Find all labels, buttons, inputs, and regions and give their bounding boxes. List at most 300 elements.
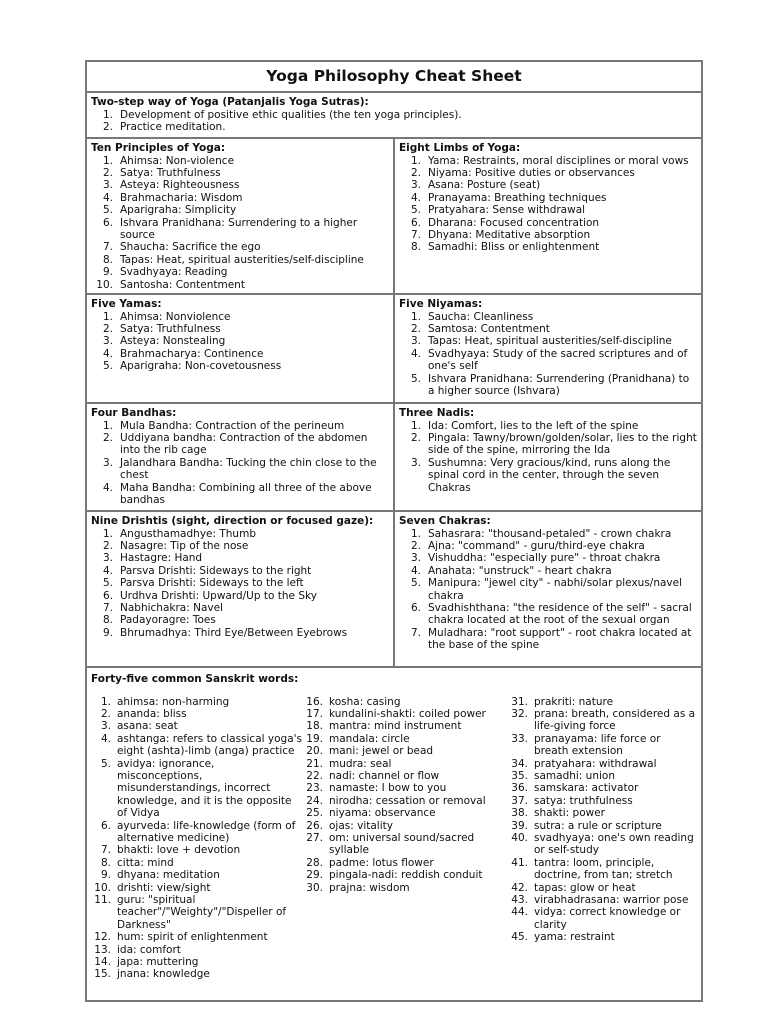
list-item-number: 5. xyxy=(102,577,113,590)
list-item xyxy=(91,457,389,482)
list-item xyxy=(91,602,389,614)
list-item xyxy=(303,782,508,794)
list-item xyxy=(91,323,389,335)
list-item-text: Tapas: Heat, spiritual austerities/self-discipline xyxy=(120,253,364,266)
list-item xyxy=(91,708,303,720)
list-item-number: 8. xyxy=(410,241,421,254)
list-item xyxy=(91,894,303,931)
list-item xyxy=(91,869,303,881)
list-item xyxy=(508,931,698,943)
list-item xyxy=(303,770,508,782)
list-item-text: Ishvara Pranidhana: Surrendering (Pranidhana) to a higher source (Ishvara) xyxy=(428,372,690,397)
list-item-number: 16. xyxy=(306,695,323,708)
list-item xyxy=(399,565,697,577)
list-item-number: 4. xyxy=(102,481,113,494)
list-item-text: Tapas: Heat, spiritual austerities/self-discipline xyxy=(428,335,672,348)
list-item-number: 3. xyxy=(102,335,113,348)
nine-drishtis-list xyxy=(91,528,389,640)
list-item-text: Hastagre: Hand xyxy=(120,552,203,565)
list-item-text: Parsva Drishti: Sideways to the right xyxy=(120,564,312,577)
list-item-text: Satya: Truthfulness xyxy=(120,322,221,335)
list-item-text: hum: spirit of enlightenment xyxy=(117,931,268,944)
list-item xyxy=(399,540,697,552)
list-item xyxy=(303,832,508,857)
list-item-text: ananda: bliss xyxy=(117,707,187,720)
list-item xyxy=(508,894,698,906)
list-item-text: Pingala: Tawny/brown/golden/solar, lies to the right side of the spine, mirroring the Ida xyxy=(428,431,697,457)
sanskrit-words-col2 xyxy=(303,696,508,895)
list-item-number: 4. xyxy=(100,732,111,745)
list-item xyxy=(91,179,389,191)
list-item-text: ida: comfort xyxy=(117,943,181,956)
list-item-number: 2. xyxy=(410,322,421,335)
list-item-number: 19. xyxy=(306,732,323,745)
list-item-number: 3. xyxy=(102,456,113,469)
list-item xyxy=(91,614,389,626)
list-item-number: 1. xyxy=(102,310,113,323)
list-item-text: yama: restraint xyxy=(534,931,615,944)
list-item-number: 1. xyxy=(102,527,113,540)
list-item-number: 5. xyxy=(100,757,111,770)
list-item-number: 11. xyxy=(94,894,111,906)
sanskrit-words-col3 xyxy=(508,696,698,944)
list-item xyxy=(91,109,697,121)
list-item-text: kundalini-shakti: coiled power xyxy=(329,707,486,720)
list-item-number: 2. xyxy=(102,120,113,133)
list-item xyxy=(91,192,389,204)
eight-limbs-list xyxy=(399,155,697,254)
list-item xyxy=(303,869,508,881)
list-item-text: Anahata: "unstruck" - heart chakra xyxy=(428,564,612,577)
list-item-text: mantra: mind instrument xyxy=(329,720,462,733)
list-item-text: Santosha: Contentment xyxy=(120,278,245,291)
list-item-text: nirodha: cessation or removal xyxy=(329,794,486,807)
list-item xyxy=(508,882,698,894)
list-item-text: Asana: Posture (seat) xyxy=(428,179,541,192)
list-item xyxy=(303,795,508,807)
list-item xyxy=(91,540,389,552)
list-item xyxy=(508,906,698,931)
list-item xyxy=(399,420,697,432)
list-item-number: 36. xyxy=(511,782,528,795)
list-item-number: 12. xyxy=(94,931,111,944)
list-item-number: 1. xyxy=(410,310,421,323)
list-item-number: 20. xyxy=(306,745,323,758)
list-item-text: bhakti: love + devotion xyxy=(117,844,241,857)
seven-chakras-heading: Seven Chakras: xyxy=(399,515,491,527)
list-item-number: 5. xyxy=(410,577,421,590)
list-item xyxy=(91,528,389,540)
list-item-text: Ishvara Pranidhana: Surrendering to a higher source xyxy=(120,216,358,241)
list-item-text: Urdhva Drishti: Upward/Up to the Sky xyxy=(120,589,317,602)
list-item xyxy=(91,758,303,820)
list-item-text: Ahimsa: Non-violence xyxy=(120,154,235,167)
list-item-number: 10. xyxy=(96,278,113,291)
list-item-text: ahimsa: non-harming xyxy=(117,695,230,708)
list-item-text: tapas: glow or heat xyxy=(534,881,636,894)
list-item-number: 45. xyxy=(511,931,528,944)
list-item-text: mudra: seal xyxy=(329,757,392,770)
list-item-number: 6. xyxy=(410,216,421,229)
list-item-number: 1. xyxy=(410,154,421,167)
list-item xyxy=(91,577,389,589)
ten-principles-list xyxy=(91,155,389,291)
list-item-text: Niyama: Positive duties or observances xyxy=(428,166,635,179)
list-item-text: Svadhyaya: Reading xyxy=(120,266,228,279)
list-item-text: prajna: wisdom xyxy=(329,881,410,894)
list-item xyxy=(91,627,389,639)
list-item xyxy=(399,577,697,602)
list-item-number: 7. xyxy=(102,601,113,614)
list-item-number: 2. xyxy=(102,322,113,335)
list-item xyxy=(91,335,389,347)
list-item-number: 3. xyxy=(410,335,421,348)
list-item-number: 13. xyxy=(94,943,111,956)
list-item xyxy=(508,770,698,782)
list-item xyxy=(303,820,508,832)
list-item xyxy=(91,733,303,758)
list-item-number: 5. xyxy=(102,204,113,217)
list-item-number: 6. xyxy=(100,819,111,832)
five-niyamas-heading: Five Niyamas: xyxy=(399,298,483,310)
two-step-list xyxy=(91,109,697,134)
list-item-number: 5. xyxy=(410,372,421,385)
list-item-text: niyama: observance xyxy=(329,807,436,820)
list-item xyxy=(303,857,508,869)
list-item xyxy=(303,882,508,894)
list-item-number: 7. xyxy=(410,626,421,639)
list-item-text: citta: mind xyxy=(117,856,174,869)
list-item xyxy=(399,627,697,652)
list-item-text: Uddiyana bandha: Contraction of the abdomen into the rib cage xyxy=(120,431,368,457)
list-item-text: Sahasrara: "thousand-petaled" - crown chakra xyxy=(428,527,672,540)
list-item-number: 4. xyxy=(410,564,421,577)
list-item-text: Samtosa: Contentment xyxy=(428,322,550,335)
list-item-number: 18. xyxy=(306,720,323,733)
list-item xyxy=(399,528,697,540)
list-item-number: 8. xyxy=(102,614,113,627)
two-step-section xyxy=(87,93,701,139)
list-item xyxy=(399,155,697,167)
list-item-number: 4. xyxy=(102,564,113,577)
list-item-text: vidya: correct knowledge or clarity xyxy=(534,906,681,931)
list-item-text: Practice meditation. xyxy=(120,120,226,133)
list-item-text: Brahmacharia: Wisdom xyxy=(120,191,243,204)
list-item-number: 33. xyxy=(511,732,528,745)
list-item-number: 6. xyxy=(102,216,113,229)
eight-limbs-heading: Eight Limbs of Yoga: xyxy=(399,142,521,154)
list-item xyxy=(91,167,389,179)
list-item-text: mandala: circle xyxy=(329,732,410,745)
list-item xyxy=(303,696,508,708)
list-item xyxy=(303,708,508,720)
four-bandhas-heading: Four Bandhas: xyxy=(91,407,177,419)
list-item xyxy=(91,241,389,253)
list-item-number: 1. xyxy=(102,108,113,121)
list-item xyxy=(399,335,697,347)
list-item-number: 15. xyxy=(94,968,111,981)
list-item-number: 31. xyxy=(511,695,528,708)
list-item-number: 35. xyxy=(511,769,528,782)
list-item xyxy=(91,482,389,507)
list-item-number: 2. xyxy=(102,166,113,179)
list-item-text: Sushumna: Very gracious/kind, runs along the spinal cord in the center, through the seven Chakras xyxy=(428,456,671,494)
list-item-text: Asteya: Nonstealing xyxy=(120,335,226,348)
list-item-number: 4. xyxy=(410,347,421,360)
list-item-text: samskara: activator xyxy=(534,782,639,795)
list-item xyxy=(91,857,303,869)
list-item-number: 27. xyxy=(306,831,323,844)
list-item-number: 3. xyxy=(100,720,111,733)
list-item-number: 26. xyxy=(306,819,323,832)
page-title: Yoga Philosophy Cheat Sheet xyxy=(87,62,701,93)
list-item-number: 3. xyxy=(410,456,421,469)
list-item-number: 9. xyxy=(100,869,111,882)
two-step-heading: Two-step way of Yoga (Patanjalis Yoga Sutras): xyxy=(91,96,369,108)
yamas-niyamas-row xyxy=(87,295,701,404)
list-item xyxy=(399,323,697,335)
list-item xyxy=(399,552,697,564)
list-item-text: Nabhichakra: Navel xyxy=(120,601,223,614)
list-item-number: 2. xyxy=(410,431,421,444)
list-item-text: Mula Bandha: Contraction of the perineum xyxy=(120,419,345,432)
list-item-text: Development of positive ethic qualities (the ten yoga principles). xyxy=(120,108,462,121)
list-item-number: 39. xyxy=(511,819,528,832)
list-item xyxy=(508,795,698,807)
list-item-number: 7. xyxy=(100,844,111,857)
list-item-number: 6. xyxy=(410,601,421,614)
list-item-text: pratyahara: withdrawal xyxy=(534,757,657,770)
list-item xyxy=(91,420,389,432)
list-item xyxy=(303,807,508,819)
list-item-text: Dhyana: Meditative absorption xyxy=(428,228,591,241)
list-item-text: Satya: Truthfulness xyxy=(120,166,221,179)
list-item-text: mani: jewel or bead xyxy=(329,745,434,758)
list-item-number: 2. xyxy=(410,539,421,552)
list-item-number: 38. xyxy=(511,807,528,820)
list-item-text: ashtanga: refers to classical yoga's eight (ashta)-limb (anga) practice xyxy=(117,732,302,758)
list-item xyxy=(91,266,389,278)
ten-principles-heading: Ten Principles of Yoga: xyxy=(91,142,226,154)
five-yamas-heading: Five Yamas: xyxy=(91,298,162,310)
list-item xyxy=(91,204,389,216)
list-item xyxy=(508,782,698,794)
principles-limbs-row xyxy=(87,139,701,295)
sanskrit-words-heading: Forty-five common Sanskrit words: xyxy=(91,673,299,685)
list-item-number: 3. xyxy=(102,552,113,565)
list-item-number: 24. xyxy=(306,794,323,807)
list-item-number: 2. xyxy=(100,707,111,720)
list-item-number: 28. xyxy=(306,856,323,869)
list-item xyxy=(508,807,698,819)
list-item-text: guru: "spiritual teacher"/"Weighty"/"Dispeller of Darkness" xyxy=(117,894,287,931)
list-item xyxy=(91,155,389,167)
nine-drishtis-heading: Nine Drishtis (sight, direction or focused gaze): xyxy=(91,515,374,527)
list-item-number: 3. xyxy=(410,179,421,192)
list-item-text: japa: muttering xyxy=(117,956,199,969)
list-item xyxy=(91,696,303,708)
list-item-text: Pratyahara: Sense withdrawal xyxy=(428,204,586,217)
list-item-number: 4. xyxy=(410,191,421,204)
list-item-text: Pranayama: Breathing techniques xyxy=(428,191,607,204)
list-item xyxy=(399,311,697,323)
sanskrit-words-section xyxy=(87,668,701,981)
list-item-text: Nasagre: Tip of the nose xyxy=(120,539,249,552)
list-item-text: virabhadrasana: warrior pose xyxy=(534,894,689,906)
list-item-text: Manipura: "jewel city" - nabhi/solar plexus/navel chakra xyxy=(428,577,683,602)
list-item-text: Brahmacharya: Continence xyxy=(120,347,264,360)
list-item-text: Samadhi: Bliss or enlightenment xyxy=(428,241,600,254)
list-item-number: 14. xyxy=(94,956,111,969)
list-item-number: 3. xyxy=(410,552,421,565)
list-item-number: 22. xyxy=(306,769,323,782)
bandhas-nadis-row xyxy=(87,404,701,512)
list-item-number: 7. xyxy=(102,241,113,254)
list-item-text: Shaucha: Sacrifice the ego xyxy=(120,241,261,254)
list-item-text: padme: lotus flower xyxy=(329,856,434,869)
list-item-text: Maha Bandha: Combining all three of the above bandhas xyxy=(120,481,372,506)
list-item-text: om: universal sound/sacred syllable xyxy=(329,831,475,857)
list-item-number: 1. xyxy=(410,527,421,540)
list-item-number: 9. xyxy=(102,266,113,279)
list-item-text: Asteya: Righteousness xyxy=(120,179,240,192)
list-item xyxy=(508,733,698,758)
list-item-number: 34. xyxy=(511,757,528,770)
list-item-number: 6. xyxy=(102,589,113,602)
list-item-text: Parsva Drishti: Sideways to the left xyxy=(120,577,304,590)
three-nadis-list xyxy=(399,420,697,494)
list-item xyxy=(91,956,303,968)
list-item-text: Ahimsa: Nonviolence xyxy=(120,310,231,323)
list-item-text: Saucha: Cleanliness xyxy=(428,310,534,323)
list-item xyxy=(399,602,697,627)
list-item xyxy=(508,708,698,733)
list-item xyxy=(399,217,697,229)
list-item-number: 1. xyxy=(410,419,421,432)
list-item-text: asana: seat xyxy=(117,720,178,733)
list-item xyxy=(91,432,389,457)
list-item xyxy=(399,167,697,179)
seven-chakras-list xyxy=(399,528,697,652)
list-item xyxy=(91,720,303,732)
list-item-number: 32. xyxy=(511,707,528,720)
list-item-number: 21. xyxy=(306,757,323,770)
list-item xyxy=(91,931,303,943)
list-item-text: ojas: vitality xyxy=(329,819,393,832)
list-item-text: Angusthamadhye: Thumb xyxy=(120,527,256,540)
list-item-text: Yama: Restraints, moral disciplines or moral vows xyxy=(428,154,689,167)
list-item-number: 2. xyxy=(102,431,113,444)
list-item-number: 25. xyxy=(306,807,323,820)
list-item-number: 5. xyxy=(410,204,421,217)
five-niyamas-list xyxy=(399,311,697,398)
list-item xyxy=(303,745,508,757)
list-item-number: 1. xyxy=(102,419,113,432)
sanskrit-words-col1 xyxy=(91,696,303,981)
list-item-text: avidya: ignorance, misconceptions, misunderstandings, incorrect knowledge, and it is the opposite of Vidya xyxy=(117,757,292,820)
list-item xyxy=(91,944,303,956)
list-item-number: 40. xyxy=(511,831,528,844)
four-bandhas-list xyxy=(91,420,389,507)
list-item-text: svadhyaya: one's own reading or self-study xyxy=(534,831,694,857)
list-item xyxy=(91,217,389,242)
list-item-number: 30. xyxy=(306,881,323,894)
list-item xyxy=(399,179,697,191)
list-item xyxy=(91,882,303,894)
list-item xyxy=(303,720,508,732)
list-item-text: Bhrumadhya: Third Eye/Between Eyebrows xyxy=(120,626,348,639)
cheat-sheet xyxy=(85,60,703,1002)
list-item xyxy=(399,192,697,204)
list-item-number: 42. xyxy=(511,881,528,894)
list-item-text: namaste: I bow to you xyxy=(329,782,447,795)
list-item-text: shakti: power xyxy=(534,807,606,820)
list-item-text: tantra: loom, principle, doctrine, from tan; stretch xyxy=(534,856,673,882)
list-item-number: 3. xyxy=(102,179,113,192)
list-item xyxy=(303,733,508,745)
list-item xyxy=(399,204,697,216)
list-item xyxy=(399,229,697,241)
list-item-number: 43. xyxy=(511,894,528,906)
list-item-number: 9. xyxy=(102,626,113,639)
list-item-text: samadhi: union xyxy=(534,769,615,782)
list-item-text: dhyana: meditation xyxy=(117,869,220,882)
list-item-text: Svadhyaya: Study of the sacred scriptures and of one's self xyxy=(428,347,688,373)
list-item-text: satya: truthfulness xyxy=(534,794,633,807)
list-item xyxy=(91,254,389,266)
list-item-number: 5. xyxy=(102,360,113,373)
list-item-text: prana: breath, considered as a life-giving force xyxy=(534,707,696,733)
list-item-number: 2. xyxy=(102,539,113,552)
list-item-text: Ajna: "command" - guru/third-eye chakra xyxy=(428,539,645,552)
list-item xyxy=(91,360,389,372)
list-item-text: Padayoragre: Toes xyxy=(120,614,216,627)
list-item xyxy=(303,758,508,770)
list-item-text: jnana: knowledge xyxy=(117,968,210,981)
list-item-number: 2. xyxy=(410,166,421,179)
list-item xyxy=(91,348,389,360)
list-item-number: 8. xyxy=(100,856,111,869)
list-item-number: 4. xyxy=(102,347,113,360)
list-item-text: kosha: casing xyxy=(329,695,401,708)
list-item-number: 1. xyxy=(100,695,111,708)
list-item xyxy=(508,857,698,882)
three-nadis-heading: Three Nadis: xyxy=(399,407,475,419)
list-item-text: prakriti: nature xyxy=(534,695,614,708)
list-item xyxy=(91,552,389,564)
list-item-text: nadi: channel or flow xyxy=(329,769,440,782)
list-item xyxy=(399,432,697,457)
list-item-text: Muladhara: "root support" - root chakra located at the base of the spine xyxy=(428,626,692,652)
list-item-number: 29. xyxy=(306,869,323,882)
list-item xyxy=(91,844,303,856)
list-item-text: drishti: view/sight xyxy=(117,881,211,894)
list-item xyxy=(91,590,389,602)
list-item-text: Vishuddha: "especially pure" - throat chakra xyxy=(428,552,661,565)
list-item-text: pingala-nadi: reddish conduit xyxy=(329,869,483,882)
list-item xyxy=(91,311,389,323)
list-item xyxy=(91,820,303,845)
list-item-number: 17. xyxy=(306,707,323,720)
list-item-number: 4. xyxy=(102,191,113,204)
list-item-text: Aparigraha: Simplicity xyxy=(120,204,237,217)
list-item-text: ayurveda: life-knowledge (form of alternative medicine) xyxy=(117,819,296,844)
list-item-text: Jalandhara Bandha: Tucking the chin close to the chest xyxy=(120,456,377,482)
list-item xyxy=(399,348,697,373)
list-item xyxy=(508,758,698,770)
list-item xyxy=(399,457,697,494)
list-item-number: 44. xyxy=(511,906,528,919)
